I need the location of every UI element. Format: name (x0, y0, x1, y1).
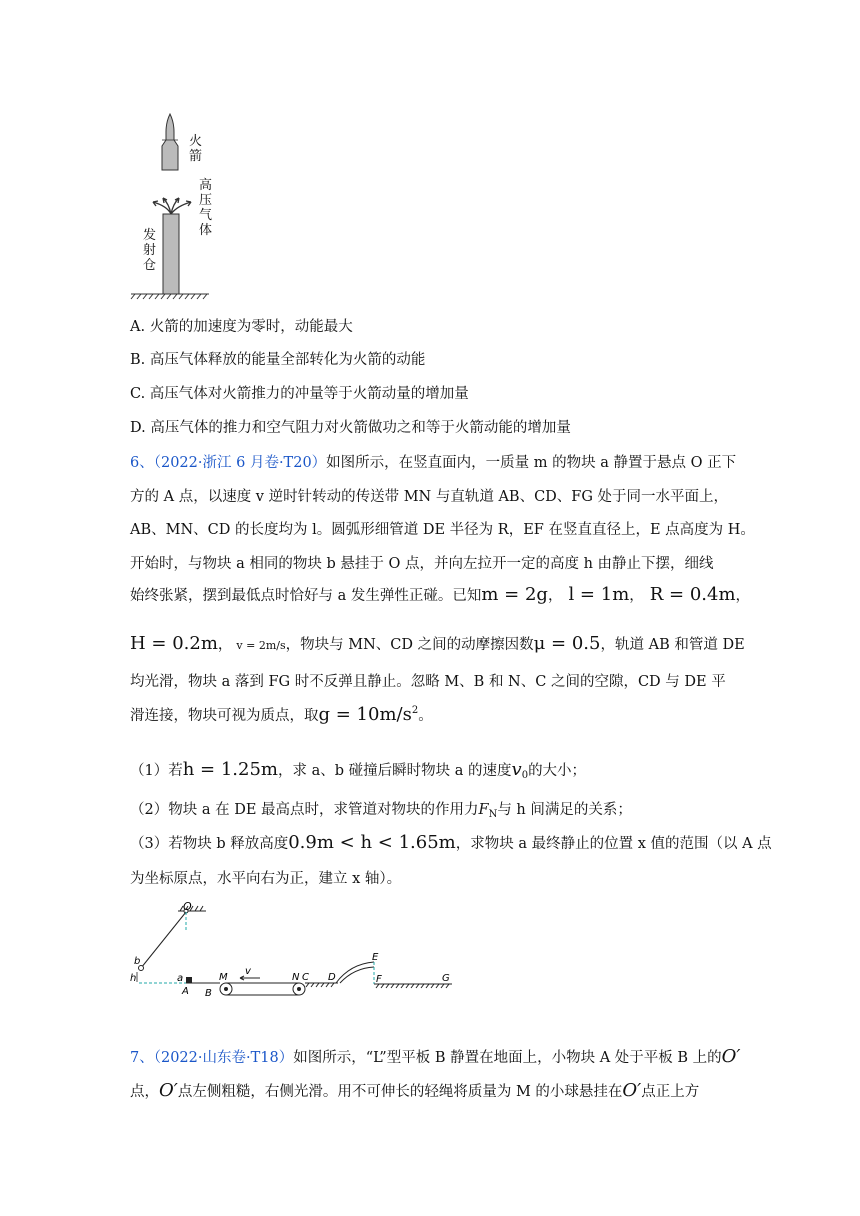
q6-s3-text-a: （3）若物块 b 释放高度 (130, 836, 289, 852)
label-B: B (205, 988, 212, 999)
q7-text-1: 如图所示，“L”型平板 B 静置在地面上，小物块 A 处于平板 B 上的 (293, 1050, 722, 1066)
option-a: A. 火箭的加速度为零时，动能最大 (130, 319, 353, 335)
launch-silo (163, 214, 179, 294)
label-F: F (376, 974, 382, 985)
q6-line-4: 开始时，与物块 a 相同的物块 b 悬挂于 O 点，并向左拉开一定的高度 h 由静止下摆，细线 (130, 556, 714, 572)
var-v0-sub: 0 (521, 770, 529, 781)
option-d: D. 高压气体的推力和空气阻力对火箭做功之和等于火箭动能的增加量 (130, 420, 571, 436)
label-E: E (372, 952, 379, 963)
label-v: v (245, 966, 251, 977)
var-fn-sub: N (488, 809, 498, 820)
point-O-prime: O′ (159, 1080, 178, 1101)
label-a: a (177, 973, 184, 984)
pipe-DE (336, 962, 374, 983)
q7-text-2a: 点， (130, 1084, 159, 1100)
rocket (162, 114, 178, 170)
var-v0: v (511, 759, 522, 780)
eq-m: m = 2g (481, 584, 548, 605)
q6-sub-3-cont: 为坐标原点，水平向右为正，建立 x 轴）。 (130, 871, 402, 887)
label-h: h (130, 973, 137, 984)
block-a (186, 977, 192, 983)
q6-source-link[interactable]: （2022·浙江 6 月卷·T20） (153, 455, 327, 471)
silo-label: 发射仓 (143, 228, 157, 273)
q6-text-5a: 始终张紧，摆到最低点时恰好与 a 发生弹性正碰。已知 (130, 588, 482, 604)
label-N: N (292, 972, 300, 983)
pendulum-string (141, 912, 186, 968)
q6-s1-text-b: ，求 a、b 碰撞后瞬时物块 a 的速度 (278, 763, 512, 779)
label-G: G (442, 973, 450, 984)
eq-h: H = 0.2m (130, 633, 218, 654)
q7-line-1 (130, 1046, 741, 1067)
eq-h-range: 0.9m < h < 1.65m (288, 832, 456, 853)
q6-text-1: 如图所示，在竖直面内，一质量 m 的物块 a 静置于悬点 O 正下 (326, 455, 737, 471)
q6-number: 6、 (130, 455, 154, 471)
eq-v: v = 2m/s (236, 639, 286, 652)
rocket-label: 火箭 (189, 134, 203, 164)
q6-line-1 (130, 451, 736, 472)
conveyor-belt (220, 983, 305, 995)
track-FG (374, 984, 452, 988)
eq-l: l = 1m (568, 584, 630, 605)
eq-mu: μ = 0.5 (533, 633, 601, 654)
q6-line-5: 始终张紧，摆到最低点时恰好与 a 发生弹性正碰。已知m = 2g， l = 1m， R = 0.4m， (130, 584, 751, 605)
label-M: M (219, 972, 228, 983)
q6-text-8b: 。 (418, 708, 433, 724)
eq-r: R = 0.4m (649, 584, 736, 605)
label-C: C (302, 972, 309, 983)
label-O: O (183, 900, 192, 913)
q7-line-2 (130, 1080, 699, 1101)
ground (131, 294, 209, 299)
q6-text-6b: ，物块与 MN、CD 之间的动摩擦因数 (285, 637, 534, 653)
q6-line-6: H = 0.2m， v = 2m/s，物块与 MN、CD 之间的动摩擦因数μ = 0.5，轨道 AB 和管道 DE (130, 633, 745, 654)
q6-s1-text-a: （1）若 (130, 763, 183, 779)
eq-h125: h = 1.25m (182, 759, 278, 780)
q6-s2-text-b: 与 h 间满足的关系； (497, 802, 632, 818)
q6-line-3: AB、MN、CD 的长度均为 l。圆弧形细管道 DE 半径为 R，EF 在竖直直径上，E 点高度为 H。 (130, 522, 755, 538)
label-A: A (182, 986, 189, 997)
q7-text-2b: 点左侧粗糙，右侧光滑。用不可伸长的轻绳将质量为 M 的小球悬挂在 (177, 1084, 623, 1100)
point-O-prime: O′ (721, 1046, 741, 1067)
q7-number: 7、 (130, 1050, 154, 1066)
gas-arrows (153, 198, 191, 214)
q6-sub-3 (130, 832, 772, 853)
q7-text-2c: 点正上方 (641, 1084, 700, 1100)
label-D: D (328, 972, 336, 983)
eq-g-sup: 2 (411, 705, 419, 716)
track-CD (305, 983, 338, 987)
option-b: B. 高压气体释放的能量全部转化为火箭的动能 (130, 352, 426, 368)
track-diagram (128, 900, 458, 1005)
q6-s2-text-a: （2）物块 a 在 DE 最高点时，求管道对物块的作用力 (130, 802, 479, 818)
point-O-prime: O′ (622, 1080, 642, 1101)
q6-s3-text-b: ，求物块 a 最终静止的位置 x 值的范围（以 A 点 (455, 836, 772, 852)
q6-sub-2 (130, 798, 632, 820)
label-b: b (134, 956, 141, 967)
q6-sub-1 (130, 759, 586, 781)
q6-text-6c: ，轨道 AB 和管道 DE (600, 637, 745, 653)
q6-line-2: 方的 A 点，以速度 v 逆时针转动的传送带 MN 与直轨道 AB、CD、FG 处于同一水平面上， (130, 489, 729, 505)
q7-source-link[interactable]: （2022·山东卷·T18） (153, 1050, 294, 1066)
eq-g: g = 10m/s (318, 704, 412, 725)
option-c: C. 高压气体对火箭推力的冲量等于火箭动量的增加量 (130, 386, 469, 402)
q6-line-8 (130, 704, 433, 725)
q6-s1-text-c: 的大小； (528, 763, 587, 779)
var-fn: F (478, 802, 489, 818)
q6-line-7: 均光滑，物块 a 落到 FG 时不反弹且静止。忽略 M、B 和 N、C 之间的空隙，CD 与 DE 平 (130, 674, 726, 690)
gas-label: 高压气体 (199, 178, 213, 238)
rocket-launch-figure (125, 110, 235, 300)
q6-text-8a: 滑连接，物块可视为质点，取 (130, 708, 319, 724)
